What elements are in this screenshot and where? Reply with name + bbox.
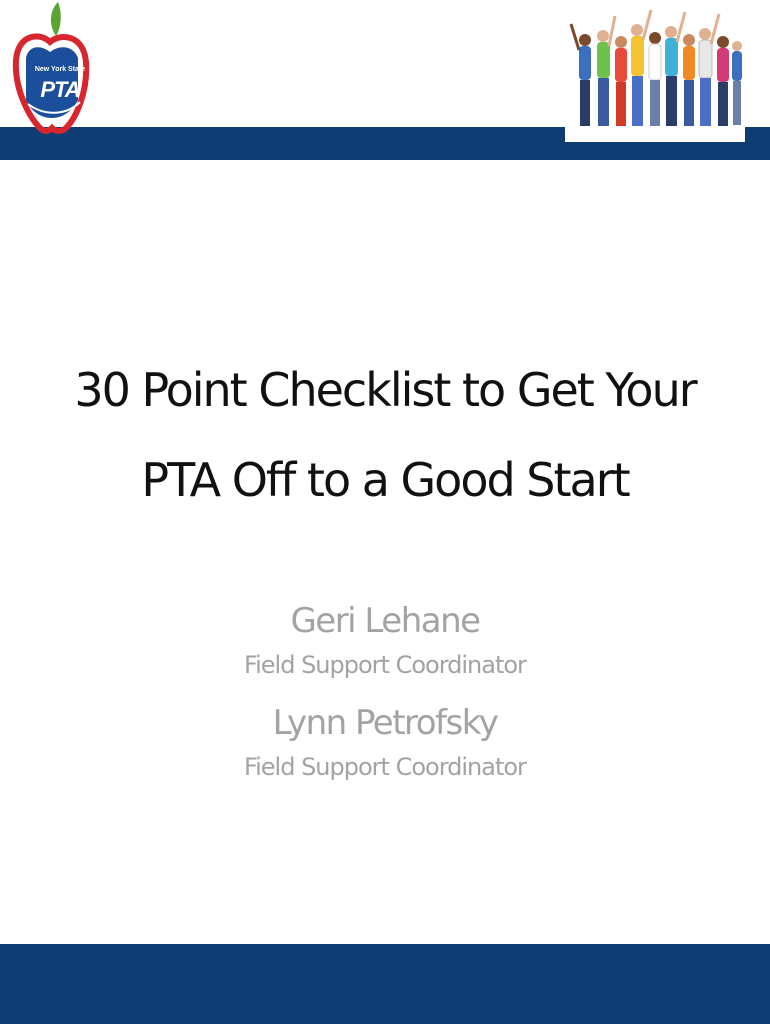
presenter-name: Geri Lehane [290, 601, 480, 641]
presenter-name: Lynn Petrofsky [272, 703, 498, 743]
slide-title-line-2: PTA Off to a Good Start [141, 453, 629, 507]
slide-title [40, 345, 730, 525]
logo-mark: PTA [40, 77, 80, 102]
group-photo [565, 0, 745, 142]
logo-label: New York State [34, 66, 86, 73]
slide-title-line-1: 30 Point Checklist to Get Your [74, 363, 696, 417]
nys-pta-logo [10, 0, 90, 140]
presenters-block [40, 595, 730, 799]
presenter-role: Field Support Coordinator [244, 753, 526, 781]
footer-bar [0, 944, 770, 1024]
group-of-people-photo [565, 0, 745, 142]
presenter-role: Field Support Coordinator [244, 651, 526, 679]
